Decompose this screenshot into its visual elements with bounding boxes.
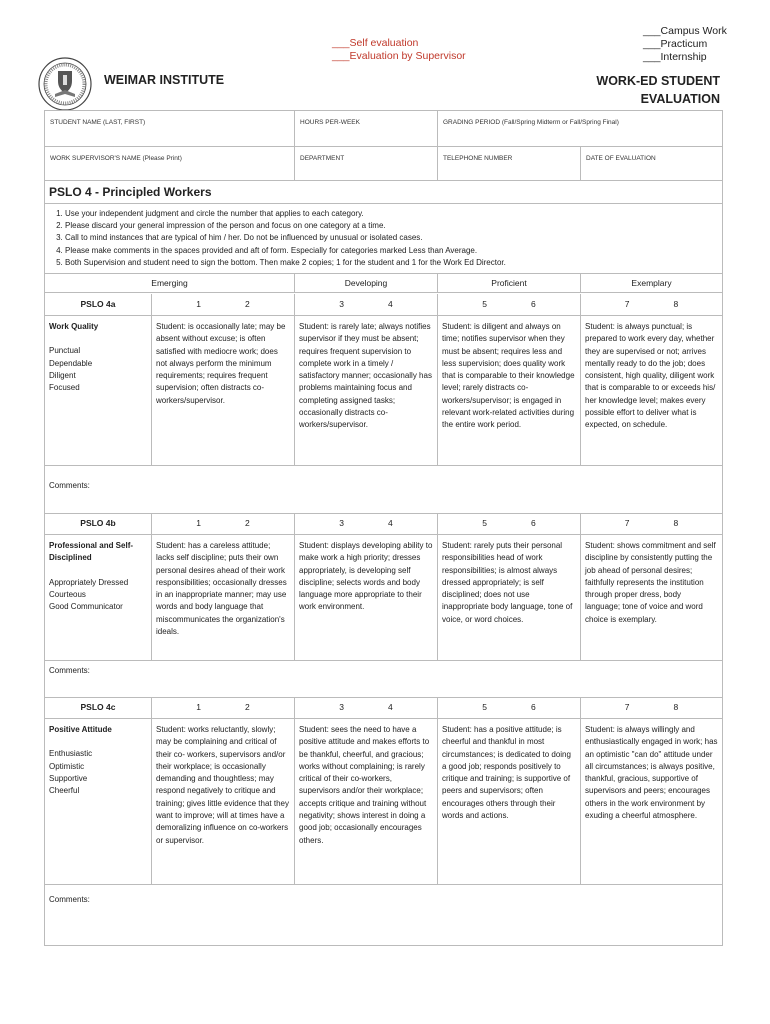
form-title-line2: EVALUATION: [640, 92, 720, 106]
form-title-line1: WORK-ED STUDENT: [596, 74, 720, 88]
score-option[interactable]: 1: [196, 299, 201, 309]
score-option[interactable]: 5: [482, 299, 487, 309]
category-cell: [45, 316, 152, 465]
category-name: Work Quality: [49, 322, 99, 331]
trait: Diligent: [49, 370, 76, 380]
pslo-label: PSLO 4b: [45, 513, 152, 534]
exemplary-description: Student: is always willingly and enthusiastically engaged in work; has an optimistic "can do" attitude under all circumstances; is always positive, thankful, gracious, supportive of supervisors and peers; encourages others in the work environment by exuding a cheerful atmosphere.: [585, 725, 718, 821]
trait: Appropriately Dressed: [49, 577, 129, 587]
trait: Enthusiastic: [49, 749, 93, 759]
emerging-description: Student: works reluctantly, slowly; may be complaining and critical of their co- workers, supervisors and/or their workplace; is occasionally demanding and thoughtless; may respond negatively to critique and training; gives little evidence that they want to improve; will at times have a demoralizing influence on co-workers or supervisor.: [152, 719, 295, 884]
criteria-row: [45, 535, 722, 661]
level-proficient: Proficient: [438, 274, 581, 292]
score-option[interactable]: 6: [531, 702, 536, 712]
category-cell: [45, 719, 152, 884]
developing-description: Student: sees the need to have a positive attitude and makes efforts to be thankful, cheerful, and gracious; works without complaining; is rarely critical of their co-workers, supervisors and/or their workplace; accepts critique and training without negativity; shows interest in doing a good job; occasionally encourages others.: [295, 719, 438, 884]
trait: Courteous: [49, 589, 86, 599]
student-info-row: [45, 111, 722, 147]
comments-label-4c: Comments:: [49, 895, 90, 904]
supervisor-info-row: [45, 147, 722, 181]
hours-per-week-field[interactable]: HOURS PER-WEEK: [295, 111, 438, 146]
score-row: [45, 513, 722, 535]
trait: Punctual: [49, 346, 81, 356]
developing-description: Student: displays developing ability to make work a high priority; dresses appropriately, is developing self discipline; selects words and body language more appropriate to their work environment.: [295, 535, 438, 660]
score-option[interactable]: 6: [531, 299, 536, 309]
score-option[interactable]: 5: [482, 518, 487, 528]
instruction-item: 1. Use your independent judgment and circle the number that applies to each category.: [65, 208, 506, 220]
comments-label-4a: Comments:: [49, 481, 90, 490]
score-group-emerging: [152, 513, 295, 534]
criteria-row: [45, 316, 722, 466]
score-group-proficient: [438, 513, 581, 534]
level-emerging: Emerging: [45, 274, 295, 292]
score-option[interactable]: 4: [388, 518, 393, 528]
category-name: Positive Attitude: [49, 725, 112, 734]
emerging-description: Student: is occasionally late; may be absent without excuse; is often satisfied with mediocre work; does not always perform the minimum requirements; requires frequent supervision; often distracts co-workers/supervisor.: [152, 316, 295, 465]
level-header-row: [45, 273, 722, 293]
department-field[interactable]: DEPARTMENT: [295, 147, 438, 180]
score-group-emerging: [152, 697, 295, 718]
instruction-item: 5. Both Supervision and student need to sign the bottom. Then make 2 copies; 1 for the student and 1 for the Work Ed Director.: [65, 257, 506, 269]
score-option[interactable]: 5: [482, 702, 487, 712]
score-group-proficient: [438, 294, 581, 315]
pslo-4a-block: [45, 294, 722, 466]
score-group-exemplary: [581, 697, 722, 718]
evaluation-date-field[interactable]: DATE OF EVALUATION: [586, 155, 656, 162]
score-option[interactable]: 8: [673, 702, 679, 712]
score-option[interactable]: 3: [339, 702, 344, 712]
telephone-field[interactable]: TELEPHONE NUMBER: [438, 147, 581, 180]
score-group-exemplary: [581, 513, 722, 534]
score-group-emerging: [152, 294, 295, 315]
pslo-label: PSLO 4c: [45, 697, 152, 718]
score-option[interactable]: 2: [245, 518, 250, 528]
trait: Supportive: [49, 773, 88, 783]
score-group-developing: [295, 294, 438, 315]
form-title: [560, 72, 720, 108]
campus-work-option[interactable]: ___Campus Work: [643, 25, 727, 37]
section-title: PSLO 4 - Principled Workers: [45, 183, 722, 204]
score-row: [45, 697, 722, 719]
institution-name: WEIMAR INSTITUTE: [104, 73, 225, 87]
trait: Optimistic: [49, 761, 85, 771]
category-name: Professional and Self-Disciplined: [49, 541, 134, 563]
score-option[interactable]: 7: [624, 299, 630, 309]
proficient-description: Student: is diligent and always on time; notifies supervisor when they must be absent; requires less and less supervision; does quality work that is comparable to their knowledge level; rarely distracts co- workers/supervisor; is engaged in relevant work-related activities during the entire work period.: [438, 316, 581, 465]
score-option[interactable]: 1: [196, 702, 201, 712]
score-row: [45, 294, 722, 316]
score-group-developing: [295, 513, 438, 534]
institution-seal-logo: [38, 57, 92, 111]
score-option[interactable]: 4: [388, 702, 393, 712]
comments-label-4b: Comments:: [49, 666, 90, 675]
pslo-4b-block: [45, 513, 722, 661]
internship-option[interactable]: ___Internship: [643, 51, 707, 63]
score-group-proficient: [438, 697, 581, 718]
score-option[interactable]: 2: [245, 299, 250, 309]
trait: Cheerful: [49, 786, 80, 796]
grading-period-field[interactable]: GRADING PERIOD (Fall/Spring Midterm or Fall/Spring Final): [443, 119, 619, 126]
supervisor-evaluation-option[interactable]: ___Evaluation by Supervisor: [332, 50, 466, 62]
practicum-option[interactable]: ___Practicum: [643, 38, 708, 50]
self-evaluation-option[interactable]: ___Self evaluation: [332, 37, 419, 49]
emerging-description: Student: has a careless attitude; lacks self discipline; puts their own personal desires ahead of their work responsibilities; occasionally dresses in an inappropriate manner; may use words and body language that miscommunicates the organization's ideals.: [152, 535, 295, 660]
instruction-item: 2. Please discard your general impression of the person and focus on one category at a time.: [65, 220, 506, 232]
score-option[interactable]: 1: [196, 518, 201, 528]
level-exemplary: Exemplary: [631, 278, 672, 288]
trait: Focused: [49, 383, 80, 393]
category-cell: [45, 535, 152, 660]
proficient-description: Student: rarely puts their personal responsibilities head of work responsibilities; is almost always dressed appropriately; is self disciplined; does not use inappropriate body language, tone of voice, or word choices.: [438, 535, 581, 660]
pslo-4c-block: [45, 697, 722, 885]
score-option[interactable]: 4: [388, 299, 393, 309]
instructions: [49, 208, 506, 269]
score-option[interactable]: 8: [673, 518, 679, 528]
pslo-label: PSLO 4a: [45, 294, 152, 315]
criteria-row: [45, 719, 722, 885]
score-option[interactable]: 7: [624, 702, 630, 712]
trait: Dependable: [49, 358, 93, 368]
proficient-description: Student: has a positive attitude; is cheerful and thankful in most circumstances; is dedicated to doing a good job; responds positively to critique and training; is supportive of peers and supervisors; often encourages others through their words and actions.: [438, 719, 581, 884]
evaluation-form: [44, 110, 723, 946]
score-option[interactable]: 3: [339, 299, 344, 309]
exemplary-description: Student: is always punctual; is prepared to work every day, whether they are supervised or not; arrives mentally ready to do the job; does consistent, high quality, diligent work that is comparable to or exceeds his/ her knowledge level; makes every possible effort to deliver what is expected, on schedule.: [585, 322, 716, 430]
developing-description: Student: is rarely late; always notifies supervisor if they must be absent; requires frequent supervision to complete work in a timely / satisfactory manner; occasionally has problems maintaining focus and completing assigned tasks; occasionally distracts co-workers/supervisor.: [295, 316, 438, 465]
trait: Good Communicator: [49, 602, 123, 612]
score-option[interactable]: 7: [624, 518, 630, 528]
score-option[interactable]: 6: [531, 518, 536, 528]
score-option[interactable]: 3: [339, 518, 344, 528]
score-option[interactable]: 8: [673, 299, 679, 309]
score-option[interactable]: 2: [245, 702, 250, 712]
evaluation-type-options: [332, 37, 466, 63]
score-group-developing: [295, 697, 438, 718]
score-group-exemplary: [581, 294, 722, 315]
supervisor-name-field[interactable]: WORK SUPERVISOR'S NAME (Please Print): [45, 147, 295, 180]
placement-options: [643, 25, 727, 64]
student-name-field[interactable]: STUDENT NAME (LAST, FIRST): [45, 111, 295, 146]
instruction-item: 3. Call to mind instances that are typical of him / her. Do not be influenced by unusual or isolated cases.: [65, 232, 506, 244]
exemplary-description: Student: shows commitment and self discipline by consistently putting the job ahead of personal desires; faithfully represents the institution through proper dress, body language; tone of voice and word choice is exemplary.: [585, 541, 716, 624]
level-developing: Developing: [295, 274, 438, 292]
instruction-item: 4. Please make comments in the spaces provided and aft of form. Especially for categories marked Less than Average.: [65, 245, 506, 257]
